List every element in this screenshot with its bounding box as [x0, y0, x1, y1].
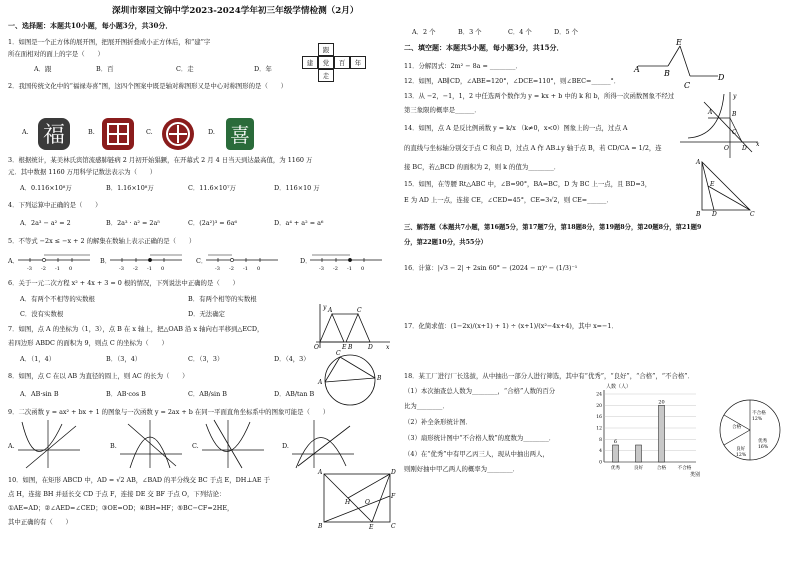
q6-text: 6．关于一元二次方程 x² + 4x + 3 = 0 根的情况，下列说法中正确的是（ ） — [8, 279, 239, 287]
pie-slice-value: 12% — [752, 417, 763, 422]
number-line-tick-label: -1 — [55, 266, 60, 272]
lu-seal-icon — [100, 116, 136, 152]
q7-label-a: A — [328, 307, 333, 314]
number-line-tick-label: 0 — [161, 266, 165, 272]
q8-option-d: D．AB/tan B — [274, 390, 315, 398]
q7-option-d: D．（4，3） — [274, 355, 310, 363]
q7-text-line1: 7．如图，点 A 的坐标为（1，3），点 B 在 x 轴上，把△OAB 沿 x 轴向右平移到△ECD， — [8, 325, 264, 333]
q14-label-y: y — [733, 93, 737, 100]
q7-label-x: x — [386, 344, 390, 351]
q10-label-h: H — [345, 499, 351, 506]
section-3-heading: 三、解答题（本题共7小题，第16题5分，第17题7分，第18题8分，第19题8分，第20题8分，第21题9 — [404, 224, 702, 231]
q10-label-c: C — [391, 523, 396, 530]
net-cell: 年 — [350, 56, 366, 69]
q14-label-o: O — [724, 145, 729, 152]
q10-option-d: D．5 个 — [554, 28, 579, 36]
q8-circle-figure — [316, 352, 386, 408]
q10-option-b: B．3 个 — [458, 28, 482, 36]
bar-chart-y-tick-label: 24 — [596, 392, 602, 398]
q2-option-b: B. — [88, 128, 95, 136]
bar-chart-y-tick-label: 4 — [599, 449, 602, 455]
q13-text-line1: 13．从 −2，−1，1，2 中任选两个数作为 y = kx + b 中的 k 和 b，所得一次函数图象不经过 — [404, 92, 675, 100]
q6-option-a: A．有两个不相等的实数根 — [20, 295, 95, 303]
xi-seal-icon — [222, 116, 258, 152]
bar-chart-y-tick-label: 16 — [596, 415, 602, 421]
q1-option-b: B．百 — [96, 65, 114, 73]
net-cell: 党 — [318, 56, 334, 69]
q7-label-e: E — [342, 344, 347, 351]
q5-option-b: B． — [100, 257, 112, 265]
q14-label-d: D — [742, 145, 747, 152]
q8-option-b: B．AB·cos B — [106, 390, 146, 398]
pie-slice-label: 不合格 — [752, 411, 766, 416]
q13-text-line2: 第三象限的概率是______． — [404, 106, 481, 114]
q9-option-d: D. — [282, 442, 289, 450]
bar-chart-category-label: 优秀 — [610, 466, 621, 471]
q10-rectangle-figure — [318, 468, 396, 530]
q7-text-line2: 若四边形 ABDC 的面积为 9，则点 C 的坐标为（ ） — [8, 339, 168, 347]
q12-label-b: B — [664, 69, 670, 78]
q11-text: 11．分解因式：2m² − 8a = ________． — [404, 62, 522, 70]
q18-text-line4: （2）补全条形统计图． — [404, 418, 472, 426]
pie-slice-label: 合格 — [732, 425, 742, 430]
q10-text-line3: ①AE=AD；②∠AED=∠CED；③OE=OD；④BH=HF；⑤BC−CF=2HE， — [8, 504, 234, 512]
q14-text-line2: 的直线与坐标轴分别交于点 C 和点 D，过点 A 作 AB⊥y 轴于点 B，若 CD/CA = 1/2，连 — [404, 144, 662, 152]
q18-text-line5: （3）扇形统计图中“不合格人数”的度数为________． — [404, 434, 556, 442]
q3-option-d: D．116×10 万 — [274, 184, 320, 192]
q2-option-a: A. — [22, 128, 29, 136]
q10-text-line2: 点 H，连接 BH 并延长交 CD 于点 F，连接 DE 交 BF 于点 O，下列结论： — [8, 490, 226, 498]
q9-graph-a — [18, 420, 82, 470]
number-line-tick-label: -3 — [319, 266, 324, 272]
q3-text-line2: 元．其中数据 1160 万用科学记数法表示为（ ） — [8, 168, 157, 176]
q12-text: 12．如图，AB∥CD，∠ABE=120°，∠DCE=110°，则∠BEC=______°． — [404, 77, 621, 85]
q4-option-b: B．2a³ · a² = 2a⁵ — [106, 219, 160, 227]
q15-label-c: C — [750, 211, 755, 218]
q14-text-line3: 接 BC，若△BCD 的面积为 2，则 k 的值为________． — [404, 163, 561, 171]
q4-option-d: D．a⁴ + a² = a⁶ — [274, 219, 324, 227]
number-line-tick-label: -1 — [243, 266, 248, 272]
q10-label-o: O — [365, 499, 370, 506]
q12-figure — [634, 38, 730, 90]
q5-option-c: C． — [196, 257, 208, 265]
q4-text: 4．下列运算中正确的是（ ） — [8, 201, 102, 209]
page-title: 深圳市翠园文锦中学2023-2024学年初三年级学情检测（2月） — [112, 6, 359, 16]
q16-text: 16．计算：|√3 − 2| + 2sin 60° − (2024 − π)⁰ − (1/3)⁻¹ — [404, 264, 578, 272]
q5-option-d: D． — [300, 257, 312, 265]
q7-label-b: B — [348, 344, 353, 351]
q9-graph-c — [202, 420, 266, 470]
shou-seal-icon — [160, 116, 196, 152]
q14-figure — [680, 92, 760, 158]
q10-label-b: B — [318, 523, 323, 530]
q18-text-line7: 则刚好抽中甲乙两人的概率为________． — [404, 465, 520, 473]
q7-option-c: C．（3，3） — [188, 355, 224, 363]
number-line-tick-label: -3 — [119, 266, 124, 272]
number-line-tick-label: -1 — [147, 266, 152, 272]
bar-chart-category-label: 不合格 — [677, 466, 692, 471]
bar-chart-y-tick-label: 0 — [599, 460, 602, 466]
q1-option-c: C．走 — [176, 65, 194, 73]
q7-figure — [310, 302, 392, 350]
q12-label-c: C — [684, 81, 691, 90]
q15-label-a: A — [696, 159, 701, 166]
q10-label-f: F — [391, 493, 396, 500]
q18-text-line6: （4）在“优秀”中有甲乙丙三人，现从中抽出两人， — [404, 450, 549, 458]
q15-figure — [694, 158, 758, 216]
q5-option-a: A． — [8, 257, 20, 265]
number-line-tick-label: 0 — [257, 266, 261, 272]
q7-label-d: D — [368, 344, 373, 351]
q9-text: 9．二次函数 y = ax² + bx + 1 的图象与一次函数 y = 2ax + b 在同一平面直角坐标系中的图象可能是（ ） — [8, 408, 330, 416]
number-line-point — [42, 258, 45, 261]
number-line-tick-label: -2 — [229, 266, 234, 272]
number-line-point — [230, 258, 233, 261]
q9-graph-b — [120, 420, 184, 470]
q5-number-lines — [0, 250, 400, 276]
bar-2 — [659, 405, 665, 462]
bar-chart-y-tick-label: 20 — [596, 403, 602, 409]
q7-option-b: B．（3，4） — [106, 355, 142, 363]
bar-chart-y-tick-label: 8 — [599, 437, 602, 443]
number-line-tick-label: 0 — [361, 266, 365, 272]
q18-text-line1: 18．某工厂进行厂长选拔，从中抽出一部分人进行筛选，其中有“优秀”，“良好”，“合格”，“不合格”． — [404, 372, 694, 380]
number-line-tick-label: -1 — [347, 266, 352, 272]
pie-slice-label: 优秀 — [758, 439, 768, 444]
q5-text: 5．不等式 −2x ≤ −x + 2 的解集在数轴上表示正确的是（ ） — [8, 237, 196, 245]
q3-option-b: B．1.16×10⁸万 — [106, 184, 154, 192]
bar-chart-xlabel: 类别 — [690, 472, 701, 478]
q4-option-a: A．2a³ − a² = 2 — [20, 219, 71, 227]
q18-pie-chart — [718, 398, 784, 464]
net-cell: 百 — [334, 56, 350, 69]
q3-option-c: C．11.6×10⁷万 — [188, 184, 236, 192]
q1-text-line1: 1．如图是一个正方体的展开图，把展开图折叠成小正方体后，和“建”字 — [8, 38, 211, 46]
q15-label-b: B — [696, 211, 701, 218]
q6-option-c: C．没有实数根 — [20, 310, 64, 318]
q1-option-a: A．跟 — [34, 65, 52, 73]
q7-label-y: y — [323, 304, 327, 311]
q15-label-d: D — [712, 211, 717, 218]
q7-option-a: A．（1，4） — [20, 355, 56, 363]
pie-slice-label: 良好 — [736, 447, 746, 452]
net-cell: 跟 — [318, 43, 334, 56]
number-line-point — [148, 258, 151, 261]
bar-0 — [613, 445, 619, 462]
bar-chart-ylabel: 人数（人） — [606, 384, 632, 390]
q3-option-a: A．0.116×10⁸万 — [20, 184, 72, 192]
section-2-heading: 二、填空题：本题共5小题，每小题3分，共15分． — [404, 43, 564, 52]
q8-label-a: A — [318, 379, 323, 386]
q12-label-a: A — [634, 65, 640, 74]
q9-option-b: B. — [110, 442, 117, 450]
q10-label-a: A — [318, 469, 323, 476]
q14-label-x: x — [756, 141, 760, 148]
fu-glyph: 福 — [42, 123, 66, 148]
q2-option-c: C. — [146, 128, 153, 136]
q7-label-o: O — [314, 344, 319, 351]
bar-chart-y-tick-label: 12 — [596, 426, 602, 432]
net-cell: 建 — [302, 56, 318, 69]
q10-label-d: D — [391, 469, 396, 476]
bar-chart-category-label: 良好 — [633, 466, 644, 471]
q1-text-line2: 所在面相对的面上的字是（ ） — [8, 50, 104, 58]
q8-option-a: A．AB·sin B — [20, 390, 59, 398]
q8-label-b: B — [377, 375, 382, 382]
q10-option-a: A．2 个 — [412, 28, 436, 36]
q4-option-c: C．(2a²)³ = 6a⁶ — [188, 219, 238, 227]
number-line-point — [348, 258, 351, 261]
q15-text-line2: E 为 AD 上一点，连接 CE，∠CED=45°，CE=3√2，则 CE=______． — [404, 196, 613, 204]
net-cell: 走 — [318, 69, 334, 82]
q6-option-d: D．无法确定 — [188, 310, 226, 318]
q14-label-b: B — [732, 111, 737, 118]
pie-slice-value: 12% — [736, 453, 747, 458]
q6-option-b: B．有两个相等的实数根 — [188, 295, 257, 303]
q14-text-line1: 14．如图，点 A 是反比例函数 y = k/x （k≠0，x<0）图象上的一点，过点 A — [404, 124, 628, 132]
q8-text: 8．如图，点 C 在以 AB 为直径的圆上，则 AC 的长为（ ） — [8, 372, 189, 380]
q8-label-c: C — [336, 350, 341, 357]
number-line-tick-label: -3 — [215, 266, 220, 272]
q17-text: 17．化简求值：(1−2x)/(x+1) + 1) ÷ (x+1)/(x²−4x+4)，其中 x=−1． — [404, 322, 618, 330]
q3-text-line1: 3．根据统计，某美林氏宾馆流感肺链病 2 月初开始猖獗，在开幕式 2 月 4 日当天到达最高值，为 1160 万 — [8, 156, 313, 164]
number-line-tick-label: -2 — [333, 266, 338, 272]
section-3-heading-cont: 分，第22题10分，共55分） — [404, 239, 487, 246]
pie-slice-value: 16% — [758, 445, 769, 450]
q10-label-e: E — [369, 524, 374, 531]
number-line-tick-label: 0 — [69, 266, 73, 272]
q7-label-c: C — [357, 307, 362, 314]
q2-option-d: D. — [208, 128, 215, 136]
q15-label-e: E — [710, 181, 715, 188]
xi-glyph: 喜 — [230, 123, 250, 147]
q8-option-c: C．AB/sin B — [188, 390, 227, 398]
q12-label-e: E — [676, 38, 682, 47]
q15-text-line1: 15．如图，在等腰 Rt△ABC 中，∠B=90°，BA=BC，D 为 BC 上一点，且 BD=3， — [404, 180, 652, 188]
q10-text-line1: 10．如图，在矩形 ABCD 中，AD = √2 AB，∠BAD 的平分线交 BC 于点 E，DH⊥AE 于 — [8, 476, 270, 484]
fu-seal-icon — [36, 116, 72, 152]
q9-graph-d — [292, 420, 356, 470]
q18-bar-chart — [590, 384, 710, 476]
q2-text: 2．我国传统文化中的“福禄寿喜”图，这四个图案中既是轴对称图形又是中心对称图形的是（ ） — [8, 82, 288, 90]
bar-data-label: 20 — [658, 399, 665, 406]
q10-option-c: C．4 个 — [508, 28, 532, 36]
q18-text-line2: （1）本次抽查总人数为________，“合格”人数的百分 — [404, 387, 556, 395]
q14-label-c: C — [732, 129, 737, 136]
q1-option-d: D．年 — [254, 65, 272, 73]
q9-option-a: A. — [8, 442, 15, 450]
section-1-heading: 一、选择题：本题共10小题，每小题3分，共30分． — [8, 21, 173, 30]
bar-1 — [636, 445, 642, 462]
q10-text-line4: 其中正确的有（ ） — [8, 518, 72, 526]
number-line-tick-label: -2 — [41, 266, 46, 272]
q12-label-d: D — [718, 73, 725, 82]
q18-text-line3: 比为________． — [404, 402, 449, 410]
number-line-tick-label: -2 — [133, 266, 138, 272]
bar-data-label: 6 — [613, 439, 618, 445]
q9-option-c: C. — [192, 442, 199, 450]
bar-chart-category-label: 合格 — [656, 466, 667, 471]
q14-label-a: A — [708, 109, 713, 116]
number-line-tick-label: -3 — [27, 266, 32, 272]
